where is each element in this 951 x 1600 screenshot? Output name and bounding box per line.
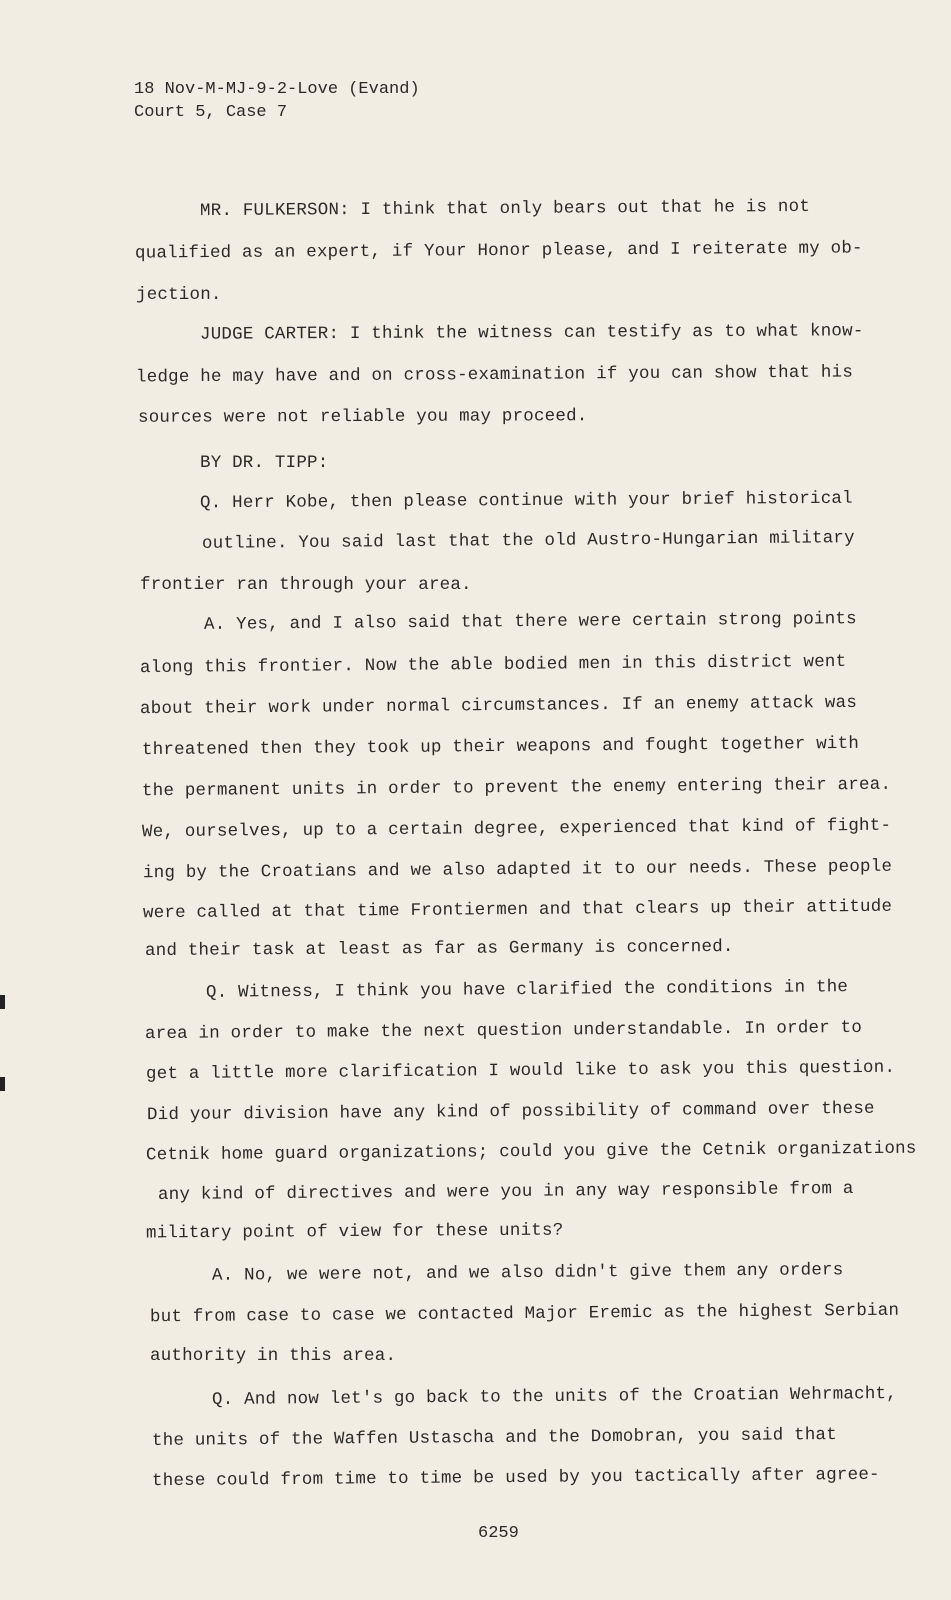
transcript-line: about their work under normal circumstances. If an enemy attack was	[139, 692, 858, 720]
transcript-line: MR. FULKERSON: I think that only bears out that he is not	[199, 196, 811, 222]
document-header	[134, 78, 420, 124]
transcript-line: Did your division have any kind of possibility of command over these	[146, 1098, 875, 1126]
transcript-line: Cetnik home guard organizations; could you give the Cetnik organizations	[145, 1138, 917, 1166]
transcript-line: military point of view for these units?	[145, 1220, 564, 1244]
transcript-line: the units of the Waffen Ustascha and the Domobran, you said that	[151, 1425, 837, 1451]
transcript-line: ledge he may have and on cross-examination if you can show that his	[135, 362, 854, 388]
transcript-line: but from case to case we contacted Major Eremic as the highest Serbian	[149, 1300, 900, 1328]
transcript-line: A. No, we were not, and we also didn't give them any orders	[211, 1260, 844, 1286]
transcript-line: were called at that time Frontiermen and that clears up their attitude	[142, 896, 893, 924]
left-edge-mark	[0, 1077, 5, 1091]
transcript-line: threatened then they took up their weapons and fought together with	[141, 733, 860, 761]
transcript-line: authority in this area.	[150, 1346, 397, 1366]
transcript-line: frontier ran through your area.	[140, 575, 472, 595]
page-number: 6259	[478, 1524, 519, 1543]
header-reference: 18 Nov-M-MJ-9-2-Love (Evand)	[134, 80, 420, 99]
transcript-line: the permanent units in order to prevent the enemy entering their area.	[141, 774, 892, 802]
header-court-case: Court 5, Case 7	[134, 103, 288, 122]
transcript-line: BY DR. TIPP:	[200, 453, 329, 473]
transcript-line: any kind of directives and were you in any way responsible from a	[157, 1178, 854, 1206]
transcript-line: Q. Herr Kobe, then please continue with your brief historical	[199, 488, 853, 514]
transcript-line: Q. And now let's go back to the units of the Croatian Wehrmacht,	[211, 1384, 897, 1410]
transcript-line: qualified as an expert, if Your Honor please, and I reiterate my ob-	[134, 238, 863, 264]
transcript-line: We, ourselves, up to a certain degree, experienced that kind of fight-	[141, 815, 892, 843]
transcript-line: JUDGE CARTER: I think the witness can testify as to what know-	[199, 321, 864, 345]
transcript-line: and their task at least as far as Germany is concerned.	[144, 936, 734, 962]
transcript-line: ing by the Croatians and we also adapted it to our needs. These people	[142, 856, 893, 884]
transcript-line: Q. Witness, I think you have clarified the conditions in the	[205, 977, 849, 1003]
transcript-line: these could from time to time be used by you tactically after agree-	[151, 1464, 880, 1492]
transcript-line: area in order to make the next question understandable. In order to	[144, 1017, 863, 1045]
transcript-line: A. Yes, and I also said that there were certain strong points	[203, 609, 857, 635]
transcript-line: get a little more clarification I would like to ask you this question.	[145, 1057, 896, 1085]
transcript-line: jection.	[136, 285, 222, 305]
left-edge-mark	[0, 995, 5, 1009]
transcript-line: outline. You said last that the old Austro-Hungarian military	[201, 528, 855, 554]
transcript-line: sources were not reliable you may proceed.	[137, 406, 588, 428]
transcript-line: along this frontier. Now the able bodied men in this district went	[139, 651, 847, 679]
